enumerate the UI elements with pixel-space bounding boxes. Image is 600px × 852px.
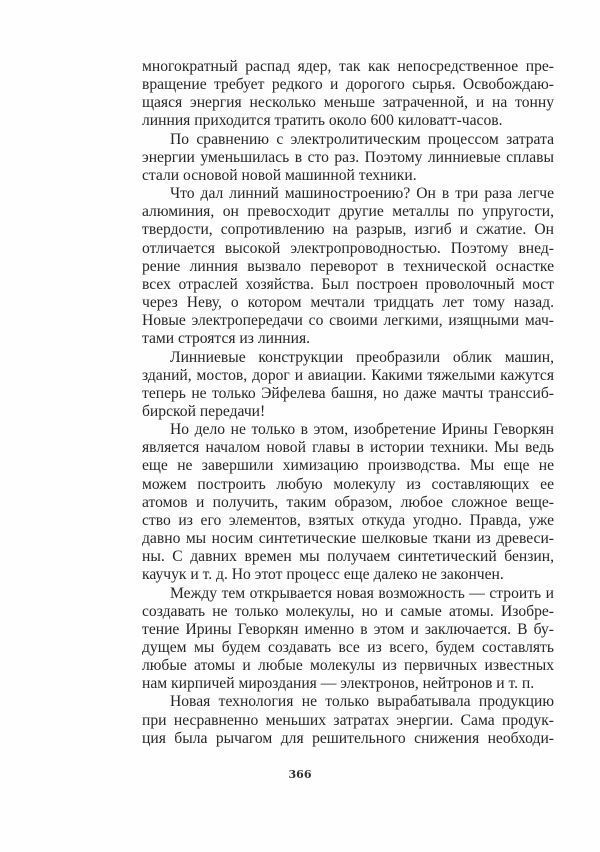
text-line: еще не завершили химизацию производства. Мы еще не	[142, 457, 554, 475]
text-line: линния приходится тратить около 600 киловатт-часов.	[142, 112, 503, 130]
text-line: рение линния вызвало переворот в технической оснастке	[142, 257, 554, 275]
paragraph	[142, 421, 554, 584]
text-line: Новые электропередачи со своими легкими, изящными мач-	[142, 312, 554, 330]
text-line: Новая технология не только вырабатывала продукцию	[170, 693, 554, 711]
text-line: отличается высокой электропроводностью. Поэтому внед-	[142, 239, 554, 257]
text-line: давно мы носим синтетические шелковые ткани из древеси-	[142, 530, 554, 548]
text-line: ны. С давних времен мы получаем синтетический бензин,	[142, 548, 554, 566]
text-line: любые атомы и любые молекулы из первичных известных	[142, 657, 554, 675]
text-line: Линниевые конструкции преобразили облик машин,	[170, 348, 554, 366]
text-line: По сравнению с электролитическим процессом затрата	[170, 130, 554, 148]
text-line: бирской передачи!	[142, 402, 266, 420]
text-line: теперь не только Эйфелева башня, но даже мачты транссиб-	[142, 384, 554, 402]
text-line: создавать не только молекулы, но и самые атомы. Изобре-	[142, 602, 554, 620]
page-number: 366	[288, 768, 312, 781]
text-line: всех отраслей хозяйства. Был построен проволочный мост	[142, 275, 554, 293]
paragraph	[142, 349, 554, 422]
paragraph	[142, 585, 554, 694]
text-line: тами строятся из линния.	[142, 330, 311, 348]
page-body-text	[142, 58, 554, 748]
text-line: нам кирпичей мироздания — электронов, нейтронов и т. п.	[142, 675, 535, 693]
text-line: при несравненно меньших затратах энергии. Сама продук-	[142, 711, 554, 729]
text-line: атомов и получить, таким образом, любое сложное веще-	[142, 493, 554, 511]
text-line: твердости, сопротивлению на разрыв, изгиб и сжатие. Он	[142, 221, 554, 239]
text-line: ство из его элементов, взятых откуда угодно. Правда, уже	[142, 511, 554, 529]
text-line: вращение требует редкого и дорогого сырья. Освобождаю-	[142, 76, 554, 94]
paragraph	[142, 131, 554, 185]
text-line: зданий, мостов, дорог и авиации. Какими тяжелыми кажутся	[142, 366, 554, 384]
text-line: можем построить любую молекулу из составляющих ее	[142, 475, 554, 493]
text-line: через Неву, о котором мечтали тридцать лет тому назад.	[142, 294, 554, 312]
text-line: щаяся энергия несколько меньше затраченной, и на тонну	[142, 94, 554, 112]
text-line: ция была рычагом для решительного снижения необходи-	[142, 729, 554, 747]
paragraph	[142, 693, 554, 747]
paragraph	[142, 58, 554, 131]
text-line: стали основой новой машинной техники.	[142, 166, 417, 184]
text-line: тение Ирины Геворкян именно в этом и заключается. В бу-	[142, 620, 554, 638]
text-line: многократный распад ядер, так как непосредственное пре-	[142, 58, 554, 75]
text-line: энергии уменьшилась в сто раз. Поэтому линниевые сплавы	[142, 148, 554, 166]
text-line: Что дал линний машиностроению? Он в три раза легче	[170, 185, 554, 203]
text-line: дущем мы будем создавать все из всего, будем составлять	[142, 639, 554, 656]
text-line: каучук и т. д. Но этот процесс еще далеко не закончен.	[142, 566, 504, 584]
text-line: алюминия, он превосходит другие металлы по упругости,	[142, 203, 554, 221]
text-line: Но дело не только в этом, изобретение Ирины Геворкян	[170, 421, 554, 439]
text-line: является началом новой главы в истории техники. Мы ведь	[142, 439, 554, 457]
text-line: Между тем открывается новая возможность — строить и	[170, 584, 554, 602]
paragraph	[142, 185, 554, 348]
